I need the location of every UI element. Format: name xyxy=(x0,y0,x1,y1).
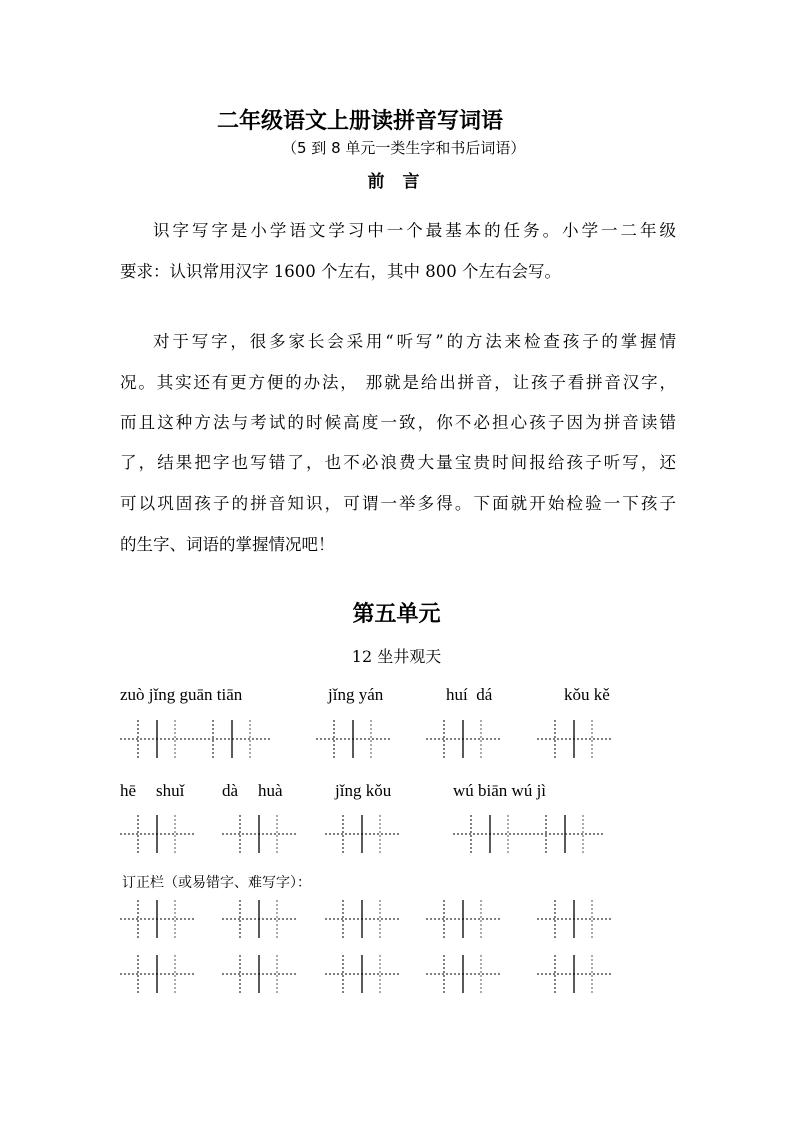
pinyin-word: zuò jǐng guān tiān xyxy=(120,685,243,704)
paragraph-line: 识字写字是小学语文学习中一个最基本的任务。小学一二年级 xyxy=(153,221,676,240)
preface-heading: 前 言 xyxy=(367,172,426,192)
paragraph-line: 了，结果把字也写错了，也不必浪费大量宝贵时间报给孩子听写，还 xyxy=(120,453,676,472)
doc-title: 二年级语文上册读拼音写词语 xyxy=(217,109,504,134)
writing-grid[interactable] xyxy=(537,955,612,993)
writing-grid[interactable] xyxy=(222,815,297,853)
writing-grid[interactable] xyxy=(426,720,501,758)
pinyin-word: wú biān wú jì xyxy=(453,781,547,800)
writing-grid[interactable] xyxy=(120,815,195,853)
paragraph-line: 而且这种方法与考试的时候高度一致，你不必担心孩子因为拼音读错 xyxy=(120,413,676,432)
writing-grid[interactable] xyxy=(120,955,195,993)
writing-grid[interactable] xyxy=(120,900,195,938)
writing-grid[interactable] xyxy=(537,900,612,938)
paragraph-line: 况。其实还有更方便的办法， 那就是给出拼音，让孩子看拼音汉字， xyxy=(120,373,676,392)
writing-grid[interactable] xyxy=(453,815,603,853)
writing-grid[interactable] xyxy=(222,955,297,993)
writing-grid[interactable] xyxy=(325,955,400,993)
pinyin-word: dà xyxy=(222,781,239,800)
doc-subtitle: （5 到 8 单元一类生字和书后词语） xyxy=(282,139,526,157)
pinyin-word: shuǐ xyxy=(156,781,185,800)
writing-grid[interactable] xyxy=(426,955,501,993)
lesson-title: 12 坐井观天 xyxy=(351,647,442,666)
pinyin-word: jǐng kǒu xyxy=(335,781,392,800)
pinyin-word: hē xyxy=(120,781,137,800)
writing-grid[interactable] xyxy=(325,900,400,938)
pinyin-word: huí dá xyxy=(446,685,493,704)
correction-label: 订正栏（或易错字、难写字）： xyxy=(122,875,311,891)
pinyin-word: huà xyxy=(258,781,283,800)
pinyin-word: jǐng yán xyxy=(328,685,384,704)
writing-grid[interactable] xyxy=(120,720,270,758)
writing-grid[interactable] xyxy=(325,815,400,853)
writing-grid[interactable] xyxy=(537,720,612,758)
writing-grid[interactable] xyxy=(316,720,391,758)
paragraph-line: 对于写字，很多家长会采用“听写”的方法来检查孩子的掌握情 xyxy=(153,332,676,351)
unit-title: 第五单元 xyxy=(352,602,441,627)
paragraph-line: 的生字、词语的掌握情况吧！ xyxy=(120,535,335,554)
pinyin-word: kǒu kě xyxy=(564,685,610,704)
paragraph-line: 要求：认识常用汉字 1600 个左右，其中 800 个左右会写。 xyxy=(120,262,561,281)
writing-grid[interactable] xyxy=(222,900,297,938)
paragraph-line: 可以巩固孩子的拼音知识，可谓一举多得。下面就开始检验一下孩子 xyxy=(120,494,676,513)
writing-grid[interactable] xyxy=(426,900,501,938)
